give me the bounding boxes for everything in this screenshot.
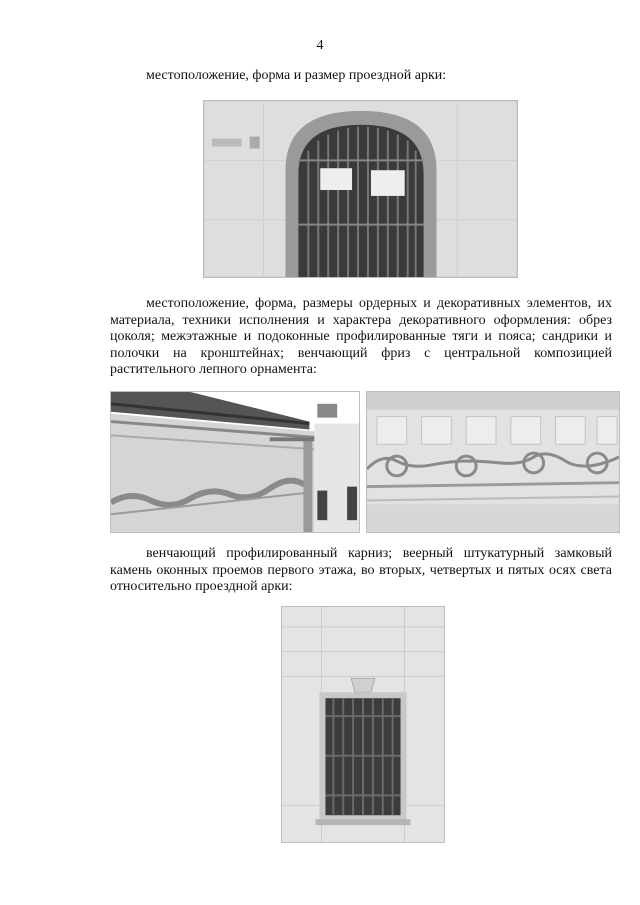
paragraph-arch: местоположение, форма и размер проездной арки: — [146, 68, 447, 83]
arch-photo — [203, 100, 518, 278]
frieze-photo — [366, 391, 620, 533]
paragraph-elements: местоположение, форма, размеры ордерных и декоративных элементов, их материала, техники исполнения и характера декоративного оформления: обрез цоколя; межэтажные и подоконные профилированные тяги и пояса; сандрики и полочки на кронштейнах; венчающий фриз с центральной композицией растительного лепного орнамента: — [110, 296, 612, 377]
paragraph-cornice: венчающий профилированный карниз; веерный штукатурный замковый камень оконных проемов первого этажа, во вторых, четвертых и пятых осях света относительно проездной арки: — [110, 546, 612, 594]
page-number: 4 — [316, 38, 324, 53]
cornice-photo — [110, 391, 360, 533]
window-photo — [281, 606, 445, 843]
